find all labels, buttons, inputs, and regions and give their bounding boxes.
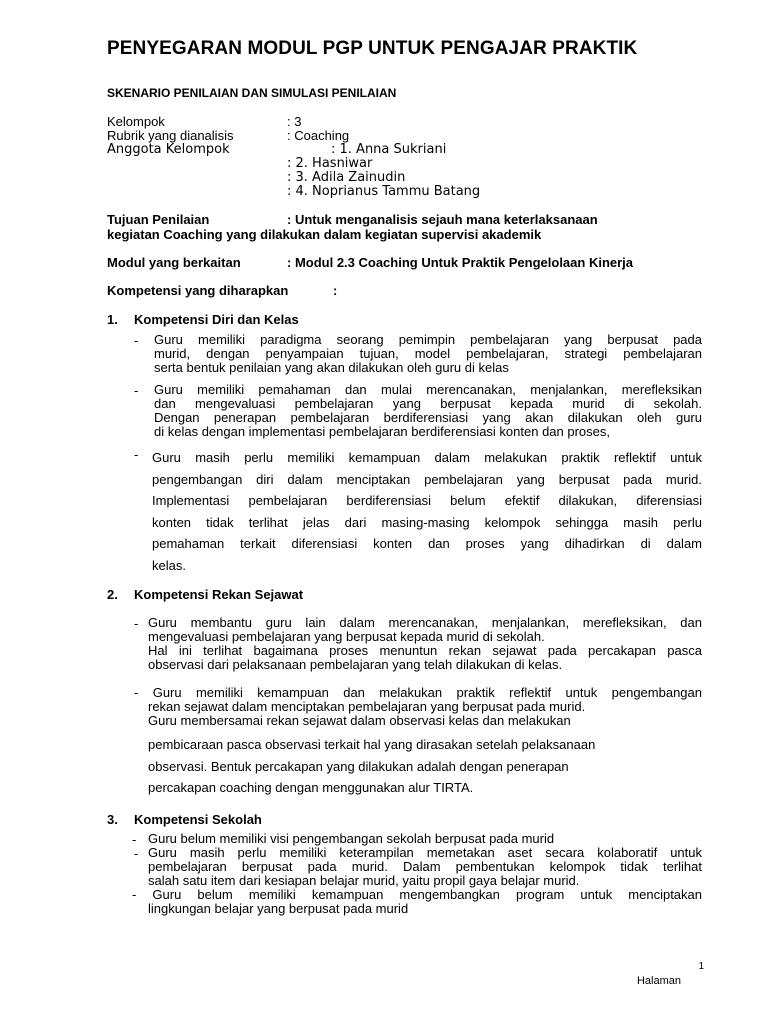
rubrik-label: Rubrik yang dianalisis — [107, 128, 234, 143]
member-item: : 3. Adila Zainudin — [287, 170, 406, 185]
document-subtitle: SKENARIO PENILAIAN DAN SIMULASI PENILAIAN — [107, 86, 397, 100]
section-number: 3. — [107, 812, 118, 827]
page-number: 1 — [698, 961, 704, 972]
section-number: 2. — [107, 587, 118, 602]
anggota-label: Anggota Kelompok — [107, 142, 230, 157]
bullet-dash: - — [132, 832, 137, 847]
bullet-dash: - — [134, 616, 139, 631]
section-heading: Kompetensi Diri dan Kelas — [134, 312, 299, 327]
kelompok-label: Kelompok — [107, 114, 165, 129]
bullet-dash: - — [134, 383, 139, 398]
section-heading: Kompetensi Rekan Sejawat — [134, 587, 304, 602]
list-item: Guru memiliki pemahaman dan mulai merencanakan, menjalankan, merefleksikan dan mengevaluasi pembelajaran yang berpusat kepada murid di sekolah. Dengan penerapan pembelajaran berdiferensiasi yang akan dilakukan oleh guru di kelas dengan implementasi pembelajaran berdiferensiasi konten dan proses, — [154, 382, 702, 439]
member-item: : 4. Noprianus Tammu Batang — [287, 184, 481, 199]
modul-label: Modul yang berkaitan — [107, 255, 241, 270]
list-item: Guru masih perlu memiliki keterampilan memetakan aset secara kolaboratif untuk pembelajaran berpusat pada murid. Dalam pembentukan kelompok tidak terlihat salah satu item dari kesiapan belajar murid, yaitu propil gaya belajar murid. — [148, 845, 702, 888]
section-heading: Kompetensi Sekolah — [134, 812, 262, 827]
modul-value: : Modul 2.3 Coaching Untuk Praktik Pengelolaan Kinerja — [287, 255, 634, 270]
rubrik-value: : Coaching — [287, 128, 350, 143]
kompetensi-colon: : — [333, 283, 338, 298]
list-item-continued: pembicaraan pasca observasi terkait hal yang dirasakan setelah pelaksanaan observasi. Bentuk percakapan yang dilakukan adalah dengan penerapan percakapan coaching dengan menggunakan alur TIRTA. — [148, 737, 596, 795]
kompetensi-heading: Kompetensi yang diharapkan — [107, 283, 289, 298]
bullet-dash: - — [134, 846, 139, 861]
list-item: - Guru belum memiliki kemampuan mengembangkan program untuk menciptakan lingkungan belajar yang berpusat pada murid — [132, 887, 702, 916]
list-item: Guru membantu guru lain dalam merencanakan, menjalankan, merefleksikan, dan mengevaluasi pembelajaran yang berpusat kepada murid di sekolah. Hal ini terlihat bagaimana proses menuntun rekan sejawat pada percakapan pasca observasi dari pelaksanaan pembelajaran yang telah dilakukan di kelas. — [148, 615, 702, 672]
bullet-dash: - — [134, 447, 139, 462]
kelompok-value: : 3 — [287, 114, 302, 129]
tujuan-value: : Untuk menganalisis sejauh mana keterlaksanaan — [287, 212, 598, 227]
document-title: PENYEGARAN MODUL PGP UNTUK PENGAJAR PRAKTIK — [107, 38, 638, 59]
member-item: : 1. Anna Sukriani — [331, 142, 447, 157]
member-item: : 2. Hasniwar — [287, 156, 373, 171]
section-number: 1. — [107, 312, 118, 327]
list-item: Guru belum memiliki visi pengembangan sekolah berpusat pada murid — [148, 831, 555, 846]
tujuan-label: Tujuan Penilaian — [107, 212, 210, 227]
page-label: Halaman — [636, 975, 681, 987]
list-item: Guru memiliki paradigma seorang pemimpin pembelajaran yang berpusat pada murid, dengan penyampaian tujuan, model pembelajaran, strategi pembelajaran serta bentuk penilaian yang akan dilakukan oleh guru di kelas — [154, 332, 702, 375]
bullet-dash: - — [134, 333, 139, 348]
tujuan-value-continued: kegiatan Coaching yang dilakukan dalam kegiatan supervisi akademik — [107, 227, 542, 242]
list-item: - Guru memiliki kemampuan dan melakukan praktik reflektif untuk pengembangan rekan sejawat dalam menciptakan pembelajaran yang berpusat pada murid. Guru membersamai rekan sejawat dalam observasi kelas dan melakukan — [134, 685, 702, 728]
list-item: Guru masih perlu memiliki kemampuan dalam melakukan praktik reflektif untuk pengembangan diri dalam menciptakan pembelajaran yang berpusat pada murid. Implementasi pembelajaran berdiferensiasi belum efektif dilakukan, diferensiasi konten tidak terlihat jelas dari masing-masing kelompok sehingga masih perlu pemahaman terkait diferensiasi konten dan proses yang dihadirkan di dalam kelas. — [152, 450, 702, 573]
